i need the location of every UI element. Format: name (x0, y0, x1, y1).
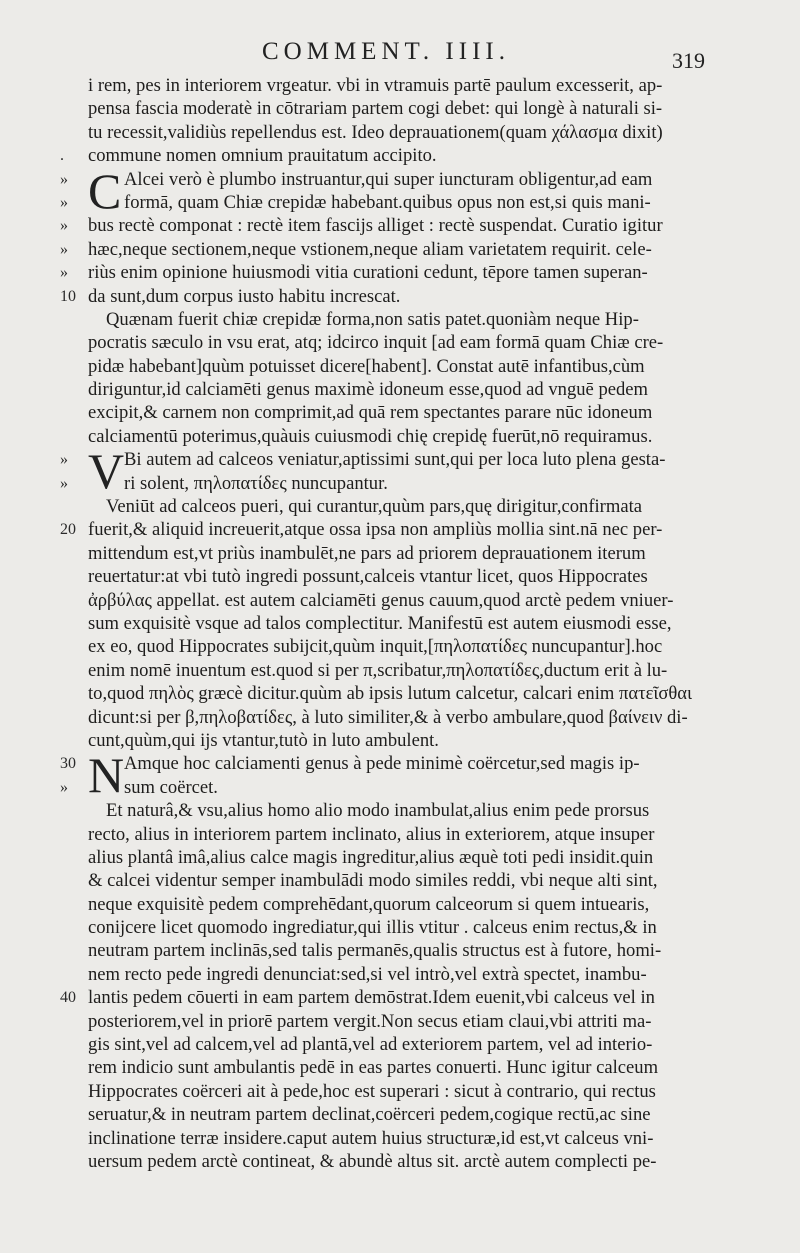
text-line (0, 1056, 800, 1079)
line-text: hæc,neque sectionem,neque vstionem,neque aliam varietatem requirit. cele- (88, 238, 652, 260)
line-text: mittendum est,vt priùs inambulēt,ne pars ad priorem deprauationem iterum (88, 542, 646, 564)
line-text: neque exquisitè pedem comprehēdant,quorum calceorum si quem intuearis, (88, 893, 650, 915)
line-text: formā, quam Chiæ crepidæ habebant.quibus opus non est,si quis mani- (124, 191, 651, 213)
page-header (0, 38, 800, 78)
line-text: ri solent, πηλοπατίδες nuncupantur. (124, 472, 388, 494)
text-line (0, 1010, 800, 1033)
text-line (0, 846, 800, 869)
line-text: reuertatur:at vbi tutò ingredi possunt,calceis vtantur licet, quos Hippocrates (88, 566, 648, 588)
text-line (0, 1150, 800, 1173)
text-line (0, 518, 800, 541)
line-text: cunt,quùm,qui ijs vtantur,tutò in luto ambulent. (88, 729, 439, 751)
text-line (0, 659, 800, 682)
text-line (0, 401, 800, 424)
line-text: Alcei verò è plumbo instruantur,qui super iuncturam obligentur,ad eam (124, 168, 653, 190)
line-text: pensa fascia moderatè in cōtrariam partem cogi debet: qui longè à naturali si- (88, 98, 663, 120)
line-text: neutram partem inclinās,sed talis permanēs,qualis structus est à futore, homi- (88, 940, 662, 962)
drop-cap: C (88, 162, 122, 219)
line-text: Quænam fuerit chiæ crepidæ forma,non satis patet.quoniàm neque Hip- (106, 308, 639, 330)
margin-mark: » (60, 474, 68, 492)
text-line (0, 331, 800, 354)
line-text: ex eo, quod Hippocrates subijcit,quùm inquit,[πηλοπατίδες nuncupantur].hoc (88, 636, 663, 658)
line-text: Bi autem ad calceos veniatur,aptissimi sunt,qui per loca luto plena gesta- (124, 449, 666, 471)
line-text: diriguntur,id calciamēti genus maximè idoneum esse,quod ad vnguē pedem (88, 379, 649, 401)
margin-mark: . (60, 147, 64, 165)
margin-mark: » (60, 451, 68, 469)
line-text: & calcei videntur semper inambulādi modo similes reddi, vbi neque alti sint, (88, 870, 658, 892)
text-line (0, 308, 800, 331)
text-line (0, 682, 800, 705)
line-text: ἀρβύλας appellat. est autem calciamēti genus cauum,quod arctè pedem vniuer- (88, 589, 674, 611)
text-line (0, 565, 800, 588)
line-text: pocratis sæculo in vsu erat, atq; idcirco inquit [ad eam formā quam Chiæ cre- (88, 332, 664, 354)
margin-mark: » (60, 778, 68, 796)
line-text: i rem, pes in interiorem vrgeatur. vbi in vtramuis partē paulum excesserit, ap- (88, 75, 663, 96)
line-text: excipit,& carnem non comprimit,ad quā rem spectantes parare nūc idoneum (88, 402, 653, 424)
line-text: conijcere licet quomodo ingrediatur,qui illis vtitur . calceus enim rectus,& in (88, 917, 657, 939)
text-line (0, 589, 800, 612)
margin-mark: » (60, 240, 68, 258)
line-text: Et naturâ,& vsu,alius homo alio modo inambulat,alius enim pede prorsus (106, 800, 650, 822)
text-line (0, 355, 800, 378)
margin-mark: 40 (60, 989, 76, 1007)
running-head: COMMENT. IIII. (262, 38, 510, 65)
text-line (0, 869, 800, 892)
text-line (0, 191, 800, 214)
line-text: posteriorem,vel in priorē partem vergit.Non secus etiam claui,vbi attriti ma- (88, 1010, 652, 1032)
line-text: pidæ habebant]quùm potuisset dicere[habent]. Constat autē infantibus,cùm (88, 355, 645, 377)
line-text: sum coërcet. (124, 776, 218, 798)
text-line (0, 74, 800, 97)
text-line (0, 1033, 800, 1056)
text-line (0, 706, 800, 729)
text-line (0, 285, 800, 308)
line-text: alius plantâ imâ,alius calce magis ingreditur,alius æquè toti pedi insidit.quin (88, 846, 654, 868)
line-text: sum exquisitè vsque ad talos complectitur. Manifestū est autem eiusmodi esse, (88, 612, 672, 634)
text-line (0, 238, 800, 261)
line-text: rem indicio sunt ambulantis pedē in eas partes conuerti. Hunc igitur calceum (88, 1057, 659, 1079)
line-text: enim nomē inuentum est.quod si per π,scribatur,πηλοπατίδες,ductum erit à lu- (88, 659, 668, 681)
text-line (0, 542, 800, 565)
text-line (0, 799, 800, 822)
text-line (0, 612, 800, 635)
margin-mark: » (60, 193, 68, 211)
text-line (0, 963, 800, 986)
page-body (0, 74, 800, 1173)
margin-mark: 30 (60, 755, 76, 773)
line-text: fuerit,& aliquid increuerit,atque ossa ipsa non ampliùs mollia sint.nā nec per- (88, 519, 663, 541)
text-line (0, 916, 800, 939)
line-text: seruatur,& in neutram partem declinat,coërceri pedem,cogique rectū,ac sine (88, 1104, 651, 1126)
line-text: commune nomen omnium prauitatum accipito. (88, 145, 437, 167)
text-line (0, 472, 800, 495)
text-line (0, 97, 800, 120)
text-line (0, 1080, 800, 1103)
line-text: gis sint,vel ad calcem,vel ad plantā,vel ad exteriorem partem, vel ad interio- (88, 1034, 653, 1056)
line-text: lantis pedem cōuerti in eam partem demōstrat.Idem euenit,vbi calceus vel in (88, 987, 655, 1009)
text-line (0, 986, 800, 1009)
text-line (0, 1103, 800, 1126)
line-text: tu recessit,validiùs repellendus est. Ideo deprauationem(quam χάλασμα dixit) (88, 121, 663, 143)
text-line (0, 261, 800, 284)
line-text: riùs enim opinione huiusmodi vitia curationi cedunt, tēpore tamen superan- (88, 262, 648, 284)
text-line (0, 939, 800, 962)
margin-mark: » (60, 170, 68, 188)
text-line (0, 776, 800, 799)
line-text: Hippocrates coërceri ait à pede,hoc est superari : sicut à contrario, qui rectus (88, 1080, 656, 1102)
line-text: dicunt:si per β,πηλοβατίδες, à luto similiter,& à verbo ambulare,quod βαίνειν di- (88, 706, 688, 728)
text-line (0, 1127, 800, 1150)
margin-mark: » (60, 217, 68, 235)
text-line (0, 823, 800, 846)
line-text: inclinatione terræ insidere.caput autem huius structuræ,id est,vt calceus vni- (88, 1127, 654, 1149)
line-text: nem recto pede ingredi denunciat:sed,si vel intrò,vel extrà spectet, inambu- (88, 963, 647, 985)
line-text: Veniūt ad calceos pueri, qui curantur,quùm pars,quę dirigitur,confirmata (106, 496, 643, 518)
text-line (0, 495, 800, 518)
line-text: uersum pedem arctè contineat, & abundè altus sit. arctè autem complecti pe- (88, 1150, 657, 1172)
page-number: 319 (672, 48, 705, 73)
margin-mark: 20 (60, 521, 76, 539)
line-text: da sunt,dum corpus iusto habitu increscat. (88, 285, 401, 307)
line-text: calciamentū poterimus,quàuis cuiusmodi chię crepidę fuerūt,nō requiramus. (88, 425, 653, 447)
margin-mark: 10 (60, 287, 76, 305)
drop-cap: V (88, 443, 125, 500)
drop-cap: N (88, 747, 125, 804)
text-line (0, 121, 800, 144)
line-text: bus rectè componat : rectè item fascijs alliget : rectè suspendat. Curatio igitur (88, 215, 663, 237)
line-text: recto, alius in interiorem partem inclinato, alius in exteriorem, atque insuper (88, 823, 655, 845)
text-line (0, 378, 800, 401)
text-line (0, 635, 800, 658)
margin-mark: » (60, 264, 68, 282)
text-line (0, 214, 800, 237)
line-text: Amque hoc calciamenti genus à pede minimè coërcetur,sed magis ip- (124, 753, 640, 775)
text-line (0, 893, 800, 916)
line-text: to,quod πηλὸς græcè dicitur.quùm ab ipsis lutum calcetur, calcari enim πατεῖσθαι (88, 683, 693, 705)
